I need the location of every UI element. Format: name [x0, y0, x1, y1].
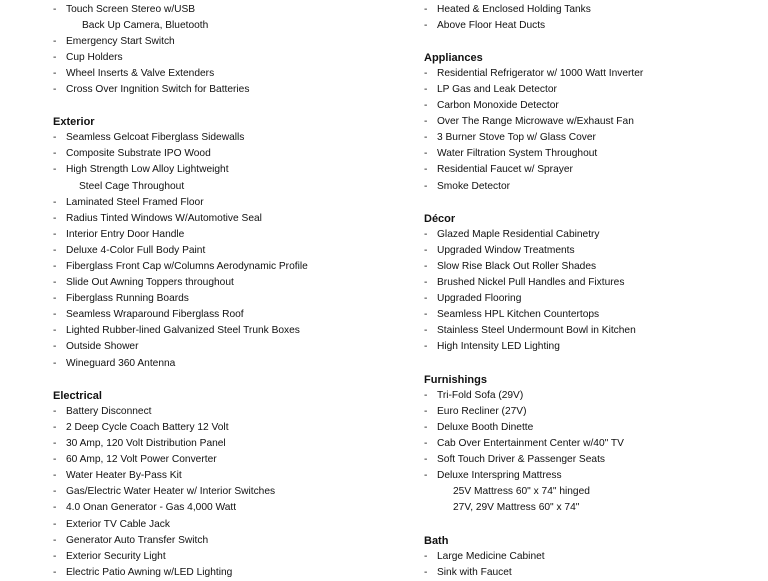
bullet-dash: -	[424, 180, 428, 192]
list-item-text: Large Medicine Cabinet	[437, 550, 545, 562]
bullet-dash: -	[424, 67, 428, 79]
list-item-text: Lighted Rubber-lined Galvanized Steel Trunk Boxes	[66, 325, 300, 337]
bullet-dash: -	[53, 67, 57, 79]
right-column	[424, 2, 768, 581]
list-item-text: Cross Over Ingnition Switch for Batteries	[66, 83, 250, 95]
list-item-text: Fiberglass Running Boards	[66, 293, 189, 305]
list-item	[53, 533, 413, 549]
list-item-text: Laminated Steel Framed Floor	[66, 196, 204, 208]
bullet-dash: -	[424, 261, 428, 272]
list-item	[424, 146, 768, 162]
bullet-dash: -	[424, 148, 428, 160]
list-item	[424, 114, 768, 130]
list-item-text: Slow Rise Black Out Roller Shades	[437, 261, 597, 272]
bullet-dash: -	[53, 454, 57, 466]
list-item-text: Upgraded Window Treatments	[437, 244, 575, 256]
list-item	[53, 50, 413, 66]
list-item-text: Residential Faucet w/ Sprayer	[437, 164, 573, 176]
list-item-text: High Intensity LED Lighting	[437, 341, 560, 353]
list-item	[424, 549, 768, 565]
bullet-dash: -	[53, 148, 57, 160]
list-item	[424, 404, 768, 420]
list-item	[424, 227, 768, 243]
list-item	[424, 18, 768, 34]
bullet-dash: -	[424, 293, 428, 305]
list-item	[53, 130, 413, 146]
bullet-dash: -	[424, 83, 428, 95]
list-item-text: Heated & Enclosed Holding Tanks	[437, 3, 591, 15]
bullet-dash: -	[424, 132, 428, 144]
list-item	[424, 291, 768, 307]
list-item-text: Above Floor Heat Ducts	[437, 19, 546, 31]
list-item-text: Tri-Fold Sofa (29V)	[437, 389, 524, 401]
list-item	[53, 66, 413, 82]
bullet-dash: -	[53, 164, 57, 176]
list-item	[424, 420, 768, 436]
list-item	[424, 275, 768, 291]
list-item	[53, 291, 413, 307]
list-item-text: Deluxe 4-Color Full Body Paint	[66, 244, 206, 256]
list-item	[53, 195, 413, 211]
furnishings-heading: Furnishings	[424, 373, 487, 386]
appliances-heading: Appliances	[424, 51, 483, 64]
list-item	[53, 82, 413, 98]
list-item	[424, 307, 768, 323]
bullet-dash: -	[53, 421, 57, 433]
list-item	[53, 339, 413, 355]
list-item	[53, 227, 413, 243]
list-item	[53, 404, 413, 420]
bullet-dash: -	[424, 164, 428, 176]
list-item	[53, 2, 413, 18]
list-item	[53, 549, 413, 565]
list-item-text: Deluxe Booth Dinette	[437, 421, 534, 433]
bullet-dash: -	[424, 100, 428, 112]
bullet-dash: -	[424, 3, 428, 15]
list-item	[424, 130, 768, 146]
list-item	[424, 66, 768, 82]
bullet-dash: -	[424, 470, 428, 482]
bullet-dash: -	[424, 454, 428, 466]
list-item-text: Smoke Detector	[437, 180, 511, 192]
list-item-continuation	[424, 500, 768, 516]
list-item	[53, 34, 413, 50]
list-item-text: Wheel Inserts & Valve Extenders	[66, 67, 215, 79]
list-item-text: Slide Out Awning Toppers throughout	[66, 277, 234, 289]
list-item-text: 60 Amp, 12 Volt Power Converter	[66, 454, 217, 466]
list-item	[424, 98, 768, 114]
list-item-text: Seamless HPL Kitchen Countertops	[437, 309, 600, 321]
bullet-dash: -	[424, 228, 428, 240]
list-item	[424, 436, 768, 452]
bullet-dash: -	[53, 357, 57, 369]
list-item-text: Touch Screen Stereo w/USB	[66, 3, 196, 15]
list-item-text: 30 Amp, 120 Volt Distribution Panel	[66, 438, 226, 450]
list-item	[53, 565, 413, 581]
furnishings-list	[424, 388, 768, 517]
bullet-dash: -	[424, 341, 428, 353]
bullet-dash: -	[424, 19, 428, 31]
list-item-continuation	[53, 179, 413, 195]
bullet-dash: -	[53, 3, 57, 15]
decor-heading: Décor	[424, 212, 456, 225]
list-item-text: Euro Recliner (27V)	[437, 405, 527, 417]
list-item-continuation	[424, 484, 768, 500]
bullet-dash: -	[424, 244, 428, 256]
bullet-dash: -	[53, 83, 57, 95]
list-item-text: 25V Mattress 60" x 74" hinged	[453, 486, 590, 498]
list-item-text: 4.0 Onan Generator - Gas 4,000 Watt	[66, 502, 237, 514]
list-item	[53, 500, 413, 516]
list-item-continuation	[53, 18, 413, 34]
list-item	[424, 162, 768, 178]
list-item	[424, 565, 768, 581]
list-item-text: Back Up Camera, Bluetooth	[82, 19, 209, 31]
electrical-list	[53, 404, 413, 581]
list-item	[424, 323, 768, 339]
list-item	[424, 179, 768, 195]
bullet-dash: -	[53, 502, 57, 514]
list-item-text: Outside Shower	[66, 341, 139, 353]
bullet-dash: -	[53, 293, 57, 305]
list-item	[53, 484, 413, 500]
list-item	[424, 259, 768, 275]
bath-heading: Bath	[424, 534, 449, 547]
appliances-list	[424, 66, 768, 195]
list-item-text: Soft Touch Driver & Passenger Seats	[437, 454, 605, 466]
list-item-text: Exterior Security Light	[66, 550, 166, 562]
list-item	[424, 2, 768, 18]
list-item	[53, 162, 413, 178]
bullet-dash: -	[53, 486, 57, 498]
bullet-dash: -	[53, 566, 57, 578]
list-item-text: LP Gas and Leak Detector	[437, 83, 557, 95]
bullet-dash: -	[53, 438, 57, 450]
list-item	[53, 420, 413, 436]
list-item-text: Over The Range Microwave w/Exhaust Fan	[437, 116, 634, 128]
list-item-text: Stainless Steel Undermount Bowl in Kitchen	[437, 325, 636, 337]
list-item-text: Electric Patio Awning w/LED Lighting	[66, 566, 233, 578]
list-item-text: Battery Disconnect	[66, 405, 152, 417]
bullet-dash: -	[53, 534, 57, 546]
bullet-dash: -	[424, 116, 428, 128]
right-top-list	[424, 2, 768, 34]
list-item	[53, 323, 413, 339]
bullet-dash: -	[53, 51, 57, 63]
list-item-text: Deluxe Interspring Mattress	[437, 470, 562, 482]
exterior-heading: Exterior	[53, 116, 95, 129]
bullet-dash: -	[53, 405, 57, 417]
list-item	[424, 82, 768, 98]
left-top-list	[53, 2, 413, 99]
bullet-dash: -	[424, 438, 428, 450]
list-item	[424, 452, 768, 468]
list-item-text: 27V, 29V Mattress 60" x 74"	[453, 502, 580, 514]
list-item-text: Residential Refrigerator w/ 1000 Watt Inverter	[437, 67, 644, 79]
list-item	[424, 339, 768, 355]
list-item-text: Carbon Monoxide Detector	[437, 100, 559, 112]
list-item	[53, 259, 413, 275]
list-item-text: Emergency Start Switch	[66, 35, 175, 47]
bath-list	[424, 549, 768, 581]
list-item-text: Cab Over Entertainment Center w/40" TV	[437, 438, 624, 450]
list-item-text: Composite Substrate IPO Wood	[66, 148, 211, 160]
bullet-dash: -	[53, 277, 57, 289]
list-item	[53, 356, 413, 372]
bullet-dash: -	[53, 228, 57, 240]
list-item-text: High Strength Low Alloy Lightweight	[66, 164, 229, 176]
list-item-text: Seamless Wraparound Fiberglass Roof	[66, 309, 244, 321]
list-item-text: Gas/Electric Water Heater w/ Interior Switches	[66, 486, 276, 498]
list-item	[53, 436, 413, 452]
list-item-text: Water Filtration System Throughout	[437, 148, 598, 160]
bullet-dash: -	[53, 470, 57, 482]
list-item-text: Seamless Gelcoat Fiberglass Sidewalls	[66, 132, 245, 144]
list-item	[53, 211, 413, 227]
list-item-text: Wineguard 360 Antenna	[66, 357, 176, 369]
bullet-dash: -	[424, 421, 428, 433]
list-item-text: 2 Deep Cycle Coach Battery 12 Volt	[66, 421, 229, 433]
list-item	[53, 307, 413, 323]
list-item-text: Exterior TV Cable Jack	[66, 518, 170, 530]
bullet-dash: -	[424, 309, 428, 321]
list-item-text: Glazed Maple Residential Cabinetry	[437, 228, 600, 240]
bullet-dash: -	[53, 244, 57, 256]
list-item-text: Cup Holders	[66, 51, 123, 63]
bullet-dash: -	[424, 389, 428, 401]
bullet-dash: -	[53, 212, 57, 224]
bullet-dash: -	[424, 405, 428, 417]
list-item-text: Radius Tinted Windows W/Automotive Seal	[66, 212, 262, 224]
list-item	[53, 452, 413, 468]
list-item	[53, 517, 413, 533]
bullet-dash: -	[424, 325, 428, 337]
bullet-dash: -	[53, 196, 57, 208]
list-item	[53, 146, 413, 162]
decor-list	[424, 227, 768, 356]
list-item	[53, 275, 413, 291]
electrical-heading: Electrical	[53, 389, 102, 402]
bullet-dash: -	[53, 341, 57, 353]
list-item-text: Brushed Nickel Pull Handles and Fixtures	[437, 277, 625, 289]
list-item-text: Generator Auto Transfer Switch	[66, 534, 209, 546]
list-item	[424, 388, 768, 404]
list-item	[424, 468, 768, 484]
left-column	[53, 2, 413, 581]
list-item	[53, 243, 413, 259]
bullet-dash: -	[53, 35, 57, 47]
list-item	[424, 243, 768, 259]
bullet-dash: -	[424, 550, 428, 562]
list-item-text: Interior Entry Door Handle	[66, 228, 185, 240]
bullet-dash: -	[53, 550, 57, 562]
bullet-dash: -	[53, 309, 57, 321]
bullet-dash: -	[53, 132, 57, 144]
bullet-dash: -	[424, 566, 428, 578]
bullet-dash: -	[53, 518, 57, 530]
exterior-list	[53, 130, 413, 371]
bullet-dash: -	[424, 277, 428, 289]
bullet-dash: -	[53, 261, 57, 272]
list-item-text: 3 Burner Stove Top w/ Glass Cover	[437, 132, 596, 144]
list-item-text: Steel Cage Throughout	[79, 180, 185, 192]
list-item-text: Water Heater By-Pass Kit	[66, 470, 182, 482]
bullet-dash: -	[53, 325, 57, 337]
list-item	[53, 468, 413, 484]
list-item-text: Upgraded Flooring	[437, 293, 522, 305]
list-item-text: Fiberglass Front Cap w/Columns Aerodynamic Profile	[66, 261, 308, 272]
list-item-text: Sink with Faucet	[437, 566, 512, 578]
